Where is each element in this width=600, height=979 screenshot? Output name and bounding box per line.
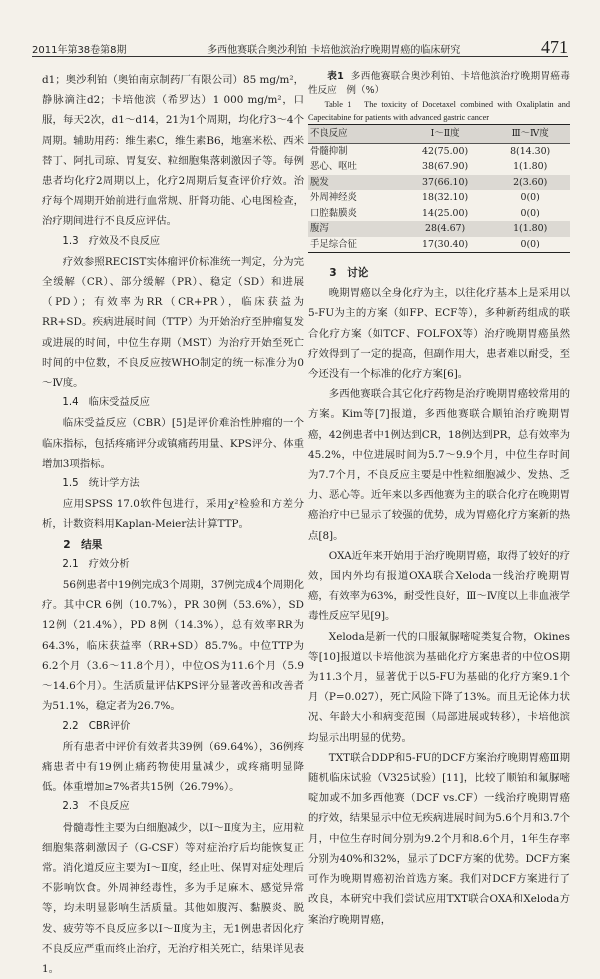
paragraph-discussion-4: Xeloda是新一代的口服氟脲嘧啶类复合物，Okines等[10]报道以卡培他滨为基础化疗方案患者的中位OS期为11.3个月，显著优于以5-FU为基础的化疗方案9.1个月（P=0.027），死亡风险下降了13%。而且无论体力状况、年龄大小和病变范围（局部进展或转移），卡培他滨均显示出明显的优势。 [308,630,570,744]
table-header-cell: 不良反应 [308,125,400,144]
section-heading-2: 2 结果 [63,538,103,551]
left-column [42,70,304,979]
table-cell: 14(25.00) [422,207,469,219]
section-heading-3: 3 讨论 [329,267,369,279]
section-heading-1-3: 1.3 疗效及不良反应 [62,235,161,247]
paragraph-regimen: d1；奥沙利铂（奥铂南京制药厂有限公司）85 mg/m²，静脉滴注d2；卡培他滨（希罗达）1 000 mg/m²，口服，每天2次，d1～d14，21为1个周期，均化疗3～4个周期。辅助用药：维生素C，维生素B6，地塞米松、西米替丁、阿扎司琼、胃复安、粒细胞集落刺激因子等。每例患者均化疗2周期以上，化疗2周期后复查评价疗效。治疗每个周期开始前进行血常规、肝肾功能、心电图检查，治疗期间进行不良反应评估。 [42,74,304,228]
table-cell: 2(3.60) [490,175,570,191]
toxicity-table [308,124,570,253]
table-cell: 0(0) [520,238,540,250]
table-caption-text: 多西他赛联合奥沙利铂、卡培他滨治疗晚期胃癌毒性反应 例（%） [308,71,571,96]
table-caption-english: Table 1 The toxicity of Docetaxel combined with Oxaliplatin and Capecitabine for patients with advanced gastric cancer [308,100,570,122]
table-row [308,190,570,206]
paragraph-discussion-3: OXA近年来开始用于治疗晚期胃癌，取得了较好的疗效，国内外均有报道OXA联合Xeloda一线治疗晚期胃癌，有效率为63%，耐受性良好，Ⅲ～Ⅳ度以上非血液学毒性反应罕见[9]。 [308,549,570,623]
table-cell: 口腔黏膜炎 [310,207,357,219]
table-cell: 0(0) [520,207,540,219]
table-cell: 恶心、呕吐 [310,161,357,172]
table-row [308,206,570,222]
table-row [308,159,570,175]
table-cell: 8(14.30) [510,145,551,157]
table-cell: 骨髓抑制 [310,145,348,157]
table-cell: 28(4.67) [400,221,490,237]
running-title: 多西他赛联合奥沙利铂 卡培他滨治疗晚期胃癌的临床研究 [207,45,461,56]
paragraph-adverse-reactions: 骨髓毒性主要为白细胞减少，以Ⅰ～Ⅱ度为主，应用粒细胞集落刺激因子（G-CSF）等对症治疗后均能恢复正常。消化道反应主要为Ⅰ～Ⅱ度，经止吐、保胃对症处理后不影响饮食。外周神经毒性，多为手足麻木、感觉异常等，均未明显影响生活质量。其他如腹泻、黏膜炎、脱发、疲劳等不良反应多以Ⅰ～Ⅱ度为主，无1例患者因化疗不良反应严重而终止治疗，无治疗相关死亡，结果详见表1。 [42,821,304,975]
table-cell: 42(75.00) [422,145,469,157]
paragraph-efficacy-results: 56例患者中19例完成3个周期，37例完成4个周期化疗。其中CR 6例（10.7%），PR 30例（53.6%），SD 12例（21.4%），PD 8例（14.3%），总有效率RR为64.3%，临床获益率（RR+SD）85.7%。中位TTP为6.2个月（3.6～11.8个月），中位OS为11.6个月（5.9～14.6个月）。生活质量评估KPS评分显著改善和改善者为51.1%，稳定者为26.7%。 [42,579,304,713]
paragraph-statistics: 应用SPSS 17.0软件包进行，采用χ²检验和方差分析，计数资料用Kaplan-Meier法计算TTP。 [42,498,304,531]
running-header [32,34,568,57]
table-cell: 18(32.10) [422,192,469,203]
paragraph-discussion-2: 多西他赛联合其它化疗药物是治疗晚期胃癌较常用的方案。Kim等[7]报道，多西他赛联合顺铂治疗晚期胃癌，42例患者中1例达到CR，18例达到PR，总有效率为45.2%，中位进展时间为5.7～9.9个月，中位生存时间为7.7个月，不良反应主要是中性粒细胞减少、发热、乏力、恶心等。近年来以多西他赛为主的联合化疗在晚期胃癌治疗中已显示了较强的优势，成为胃癌化疗方案新的热点[8]。 [308,388,570,542]
table-cell: 脱发 [308,175,400,191]
table-row [308,237,570,253]
section-heading-2-2: 2.2 CBR评价 [62,720,131,732]
section-heading-1-5: 1.5 统计学方法 [62,478,140,490]
table-cell: 手足综合征 [310,238,357,250]
table-header-cell: Ⅲ～Ⅳ度 [490,125,570,144]
page-number: 471 [541,37,568,57]
section-heading-2-1: 2.1 疗效分析 [62,558,130,570]
right-column [308,70,570,930]
paragraph-efficacy: 疗效参照RECIST实体瘤评价标准统一判定，分为完全缓解（CR）、部分缓解（PR）、稳定（SD）和进展（PD）；有效率为RR（CR+PR），临床获益为RR+SD。疾病进展时间（TTP）为开始治疗至肿瘤复发或进展的时间，中位生存期（MST）为治疗开始至死亡时间的中位数，不良反应按WHO制定的统一标准分为0～Ⅳ度。 [42,255,304,390]
table-caption [308,70,570,98]
issue-info: 2011年第38卷第8期 [32,45,127,56]
table-row [308,175,570,191]
paragraph-cbr-results: 所有患者中评价有效者共39例（69.64%），36例疼痛患者中有19例止痛药物使用量减少，或疼痛明显降低。体重增加≥7%者共15例（26.79%）。 [42,740,304,794]
table-header-cell: Ⅰ～Ⅱ度 [400,125,490,144]
paragraph-cbr: 临床受益反应（CBR）[5]是评价难治性肿瘤的一个临床指标，包括疼痛评分或镇痛药用量、KPS评分、体重增加3项指标。 [42,417,304,470]
table-cell: 17(30.40) [422,238,469,250]
table-row [308,221,570,237]
table-cell: 37(66.10) [400,175,490,191]
table-cell: 38(67.90) [422,161,469,172]
section-heading-1-4: 1.4 临床受益反应 [62,397,150,409]
table-row [308,143,570,159]
paragraph-discussion-1: 晚期胃癌以全身化疗为主，以往化疗基本上是采用以5-FU为主的方案（如FP、ECF等），多种新药组成的联合化疗方案（如TCF、FOLFOX等）治疗晚期胃癌虽然疗效得到了一定的提高，但副作用大，患者难以耐受，至今还没有一个标准的化疗方案[6]。 [308,287,570,381]
table-caption-label: 表1 [327,71,344,82]
section-heading-2-3: 2.3 不良反应 [62,801,130,813]
table-header-row [308,125,570,144]
table-cell: 1(1.80) [513,161,548,172]
table-cell: 外周神经炎 [310,192,357,203]
table-cell: 腹泻 [308,221,400,237]
paragraph-discussion-5: TXT联合DDP和5-FU的DCF方案治疗晚期胃癌Ⅲ期随机临床试验（V325试验）[11]，比较了顺铂和氟脲嘧啶加或不加多西他赛（DCF vs.CF）一线治疗晚期胃癌的疗效，结果显示中位无疾病进展时间为5.6个月和3.7个月，中位生存时间分别为9.2个月和8.6个月，1年生存率分别为40%和32%，显示了DCF方案的优势。DCF方案可作为晚期胃癌初治首选方案。我们对DCF方案进行了改良，本研究中我们尝试应用TXT联合OXA和Xeloda方案治疗晚期胃癌， [308,751,570,926]
table-cell: 1(1.80) [490,221,570,237]
table-cell: 0(0) [520,192,540,203]
